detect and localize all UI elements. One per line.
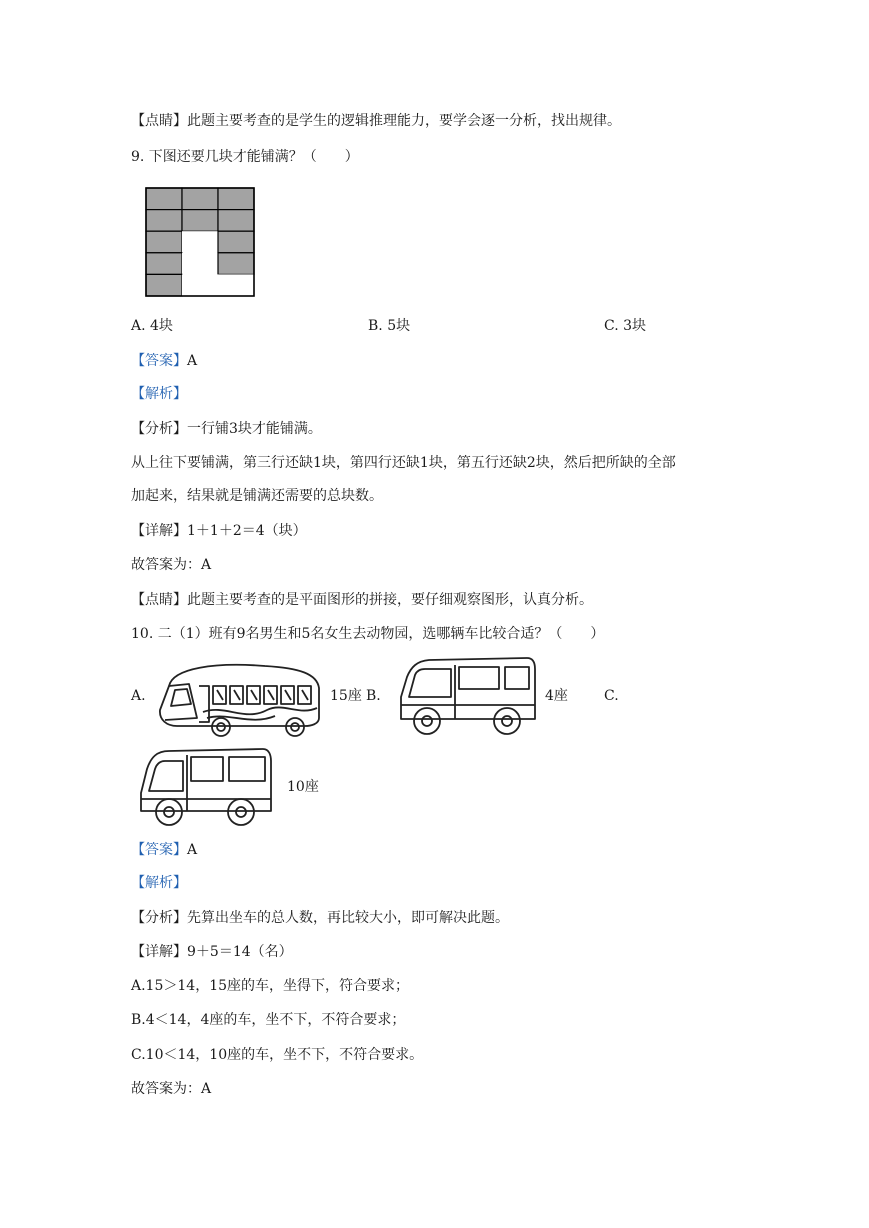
q10-option-c-label: C. xyxy=(604,688,619,704)
filled-tile xyxy=(218,210,254,232)
q10-jiexi-heading: 【解析】 xyxy=(131,875,187,891)
car-icon xyxy=(395,655,540,740)
q10-question: 10. 二（1）班有9名男生和5名女生去动物园，选哪辆车比较合适？（ ） xyxy=(131,626,605,642)
bus-icon xyxy=(155,660,325,740)
empty-cell xyxy=(182,253,218,275)
filled-tile xyxy=(218,188,254,210)
q9-final: 故答案为：A xyxy=(131,557,212,573)
q10-seat-b: 4座 xyxy=(545,688,568,704)
q10-line-b: B.4＜14，4座的车，坐不下，不符合要求； xyxy=(131,1012,406,1028)
q10-seat-a: 15座 xyxy=(330,688,362,704)
q9-jiexi-heading: 【解析】 xyxy=(131,386,187,402)
q9-body-line-1: 从上往下要铺满，第三行还缺1块，第四行还缺1块，第五行还缺2块，然后把所缺的全部 xyxy=(131,455,676,471)
filled-tile xyxy=(218,231,254,253)
empty-cell xyxy=(182,231,218,253)
empty-cell xyxy=(182,274,218,296)
empty-cell xyxy=(218,274,254,296)
filled-tile xyxy=(146,231,182,253)
q10-final: 故答案为：A xyxy=(131,1081,212,1097)
van-icon xyxy=(137,745,282,830)
q10-line-a: A.15＞14，15座的车，坐得下，符合要求； xyxy=(131,978,410,994)
q10-detail: 【详解】9＋5＝14（名） xyxy=(131,944,293,960)
q9-comment: 【点睛】此题主要考查的是平面图形的拼接，要仔细观察图形，认真分析。 xyxy=(131,592,593,608)
q10-answer: 【答案】A xyxy=(131,842,198,858)
q9-option-b: B. 5块 xyxy=(368,318,411,334)
q9-answer: 【答案】A xyxy=(131,353,198,369)
filled-tile xyxy=(182,188,218,210)
filled-tile xyxy=(146,253,182,275)
q10-option-b-label: B. xyxy=(366,688,381,704)
q8-comment: 【点睛】此题主要考查的是学生的逻辑推理能力，要学会逐一分析，找出规律。 xyxy=(131,113,621,129)
q9-option-a: A. 4块 xyxy=(131,318,173,334)
q9-body-line-2: 加起来，结果就是铺满还需要的总块数。 xyxy=(131,488,383,504)
filled-tile xyxy=(146,274,182,296)
q9-question: 9. 下图还要几块才能铺满？（ ） xyxy=(131,149,359,165)
q9-option-c: C. 3块 xyxy=(604,318,647,334)
q9-detail: 【详解】1＋1＋2＝4（块） xyxy=(131,523,307,539)
q10-option-a-label: A. xyxy=(131,688,146,704)
filled-tile xyxy=(146,188,182,210)
q10-line-c: C.10＜14，10座的车，坐不下，不符合要求。 xyxy=(131,1047,424,1063)
q9-analysis: 【分析】一行铺3块才能铺满。 xyxy=(131,421,322,437)
q10-seat-c: 10座 xyxy=(287,779,319,795)
filled-tile xyxy=(218,253,254,275)
q10-analysis: 【分析】先算出坐车的总人数，再比较大小，即可解决此题。 xyxy=(131,910,509,926)
filled-tile xyxy=(146,210,182,232)
filled-tile xyxy=(182,210,218,232)
tile-grid-figure xyxy=(145,187,255,297)
